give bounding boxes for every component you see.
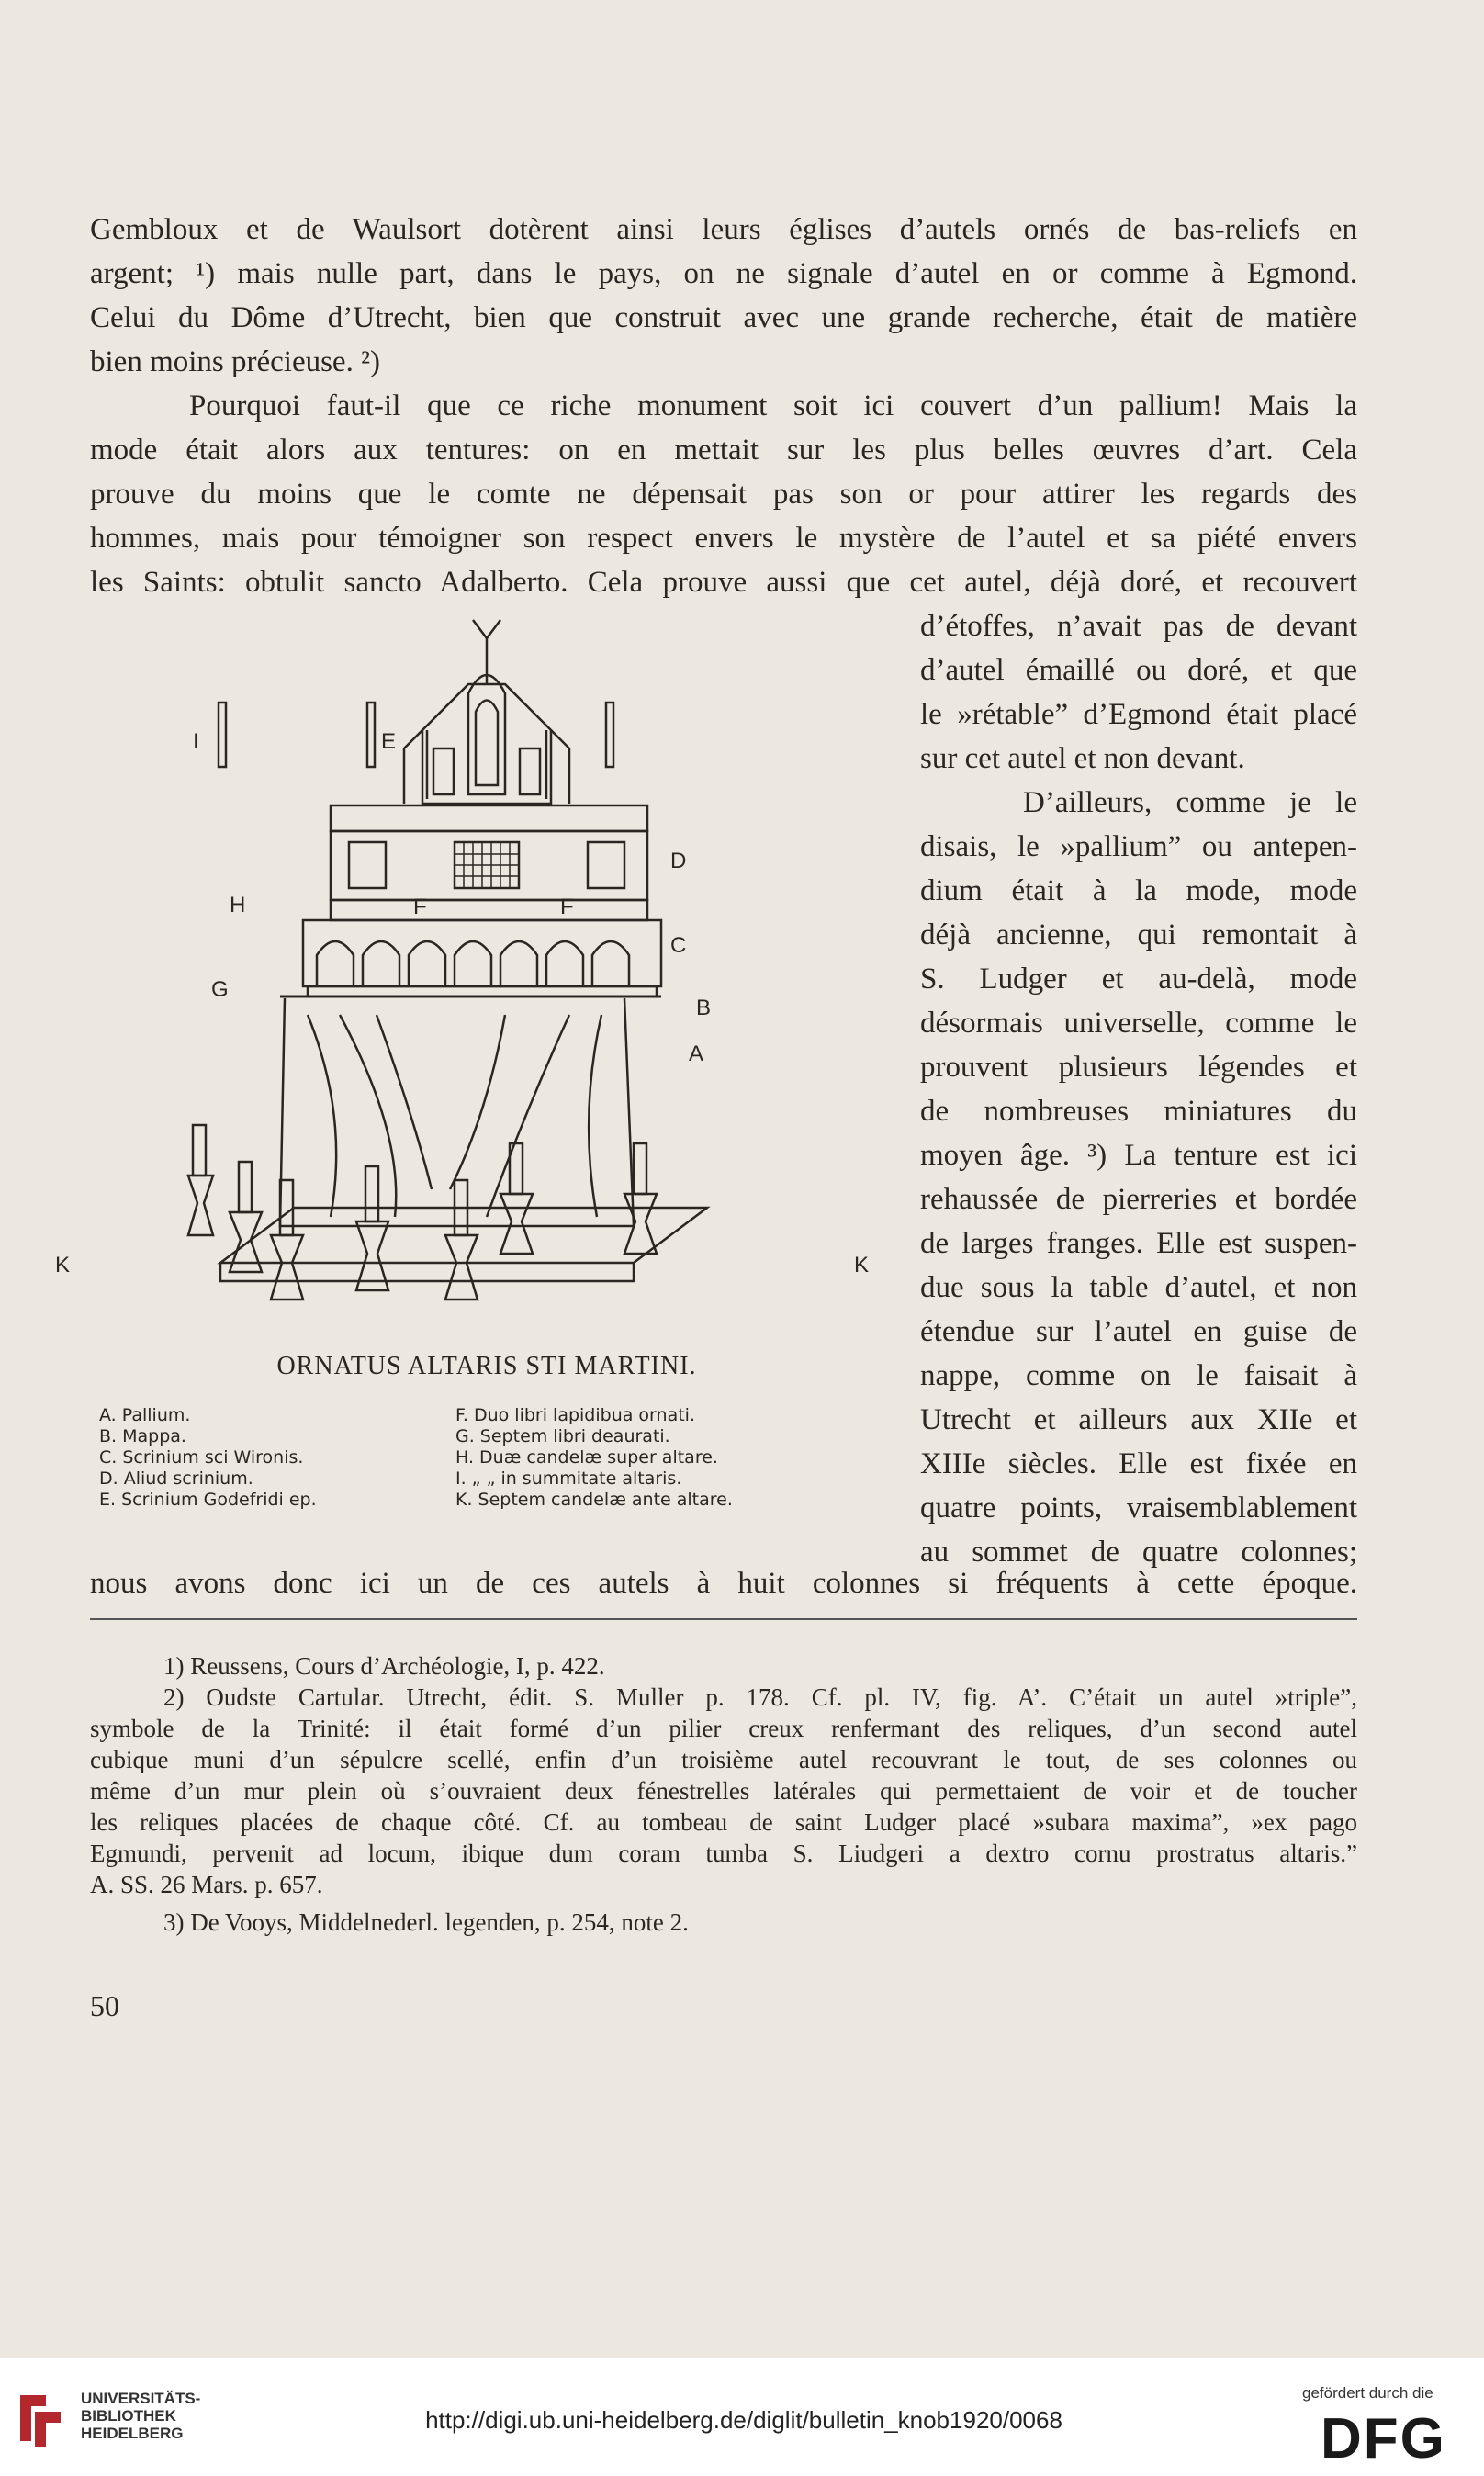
footnote-line: les reliques placées de chaque côté. Cf. au tombeau de saint Ludger placé »subara maxima”, »ex pago [90, 1808, 1357, 1836]
footnote-line: A. SS. 26 Mars. p. 657. [90, 1871, 323, 1898]
footnote-line: 2) Oudste Cartular. Utrecht, édit. S. Muller p. 178. Cf. pl. IV, fig. A’. C’était un autel »triple”, [163, 1683, 1357, 1711]
figure-label: C [670, 933, 687, 958]
page-number: 50 [90, 1989, 119, 2022]
body-line: rehaussée de pierreries et bordée [920, 1183, 1357, 1216]
legend-item: D. Aliud scrinium. [99, 1469, 253, 1489]
footnote-line: symbole de la Trinité: il était formé d’un pilier creux renfermant des reliques, d’un second autel [90, 1715, 1357, 1742]
footnote-line: Egmundi, pervenit ad locum, ibique dum coram tumba S. Liudgeri a dextro cornu prostratus altaris.” [90, 1840, 1357, 1867]
footnote-line: 1) Reussens, Cours d’Archéologie, I, p. 422. [163, 1652, 605, 1680]
body-line: Celui du Dôme d’Utrecht, bien que construit avec une grande recherche, était de matière [90, 301, 1357, 334]
library-logo-icon[interactable] [13, 2386, 68, 2450]
footnote-line: même d’un mur plein où s’ouvraient deux fénestrelles latérales qui permettaient de voir et de toucher [90, 1777, 1357, 1805]
figure-label: G [211, 977, 229, 1002]
body-line: d’étoffes, n’avait pas de devant [920, 610, 1357, 643]
body-line: de larges franges. Elle est suspen- [920, 1227, 1357, 1260]
funding-label: gefördert durch die [1302, 2384, 1433, 2402]
body-line: mode était alors aux tentures: on en mettait sur les plus belles œuvres d’art. Cela [90, 433, 1357, 467]
body-line: étendue sur l’autel en guise de [920, 1315, 1357, 1348]
library-name[interactable]: UNIVERSITÄTS- BIBLIOTHEK HEIDELBERG [81, 2390, 201, 2442]
body-line: nappe, comme on le faisait à [920, 1359, 1357, 1392]
permalink-url[interactable]: http://digi.ub.uni-heidelberg.de/diglit/bulletin_knob1920/0068 [425, 2406, 1062, 2434]
figure-legend-right [455, 1405, 733, 1511]
body-line: hommes, mais pour témoigner son respect envers le mystère de l’autel et sa piété envers [90, 522, 1357, 555]
figure-label: E [381, 729, 397, 754]
body-line: dium était à la mode, mode [920, 874, 1357, 907]
body-line: désormais universelle, comme le [920, 1007, 1357, 1040]
body-line: Gembloux et de Waulsort dotèrent ainsi leurs églises d’autels ornés de bas-reliefs en [90, 213, 1357, 246]
figure-legend-left [99, 1405, 317, 1511]
body-line: argent; ¹) mais nulle part, dans le pays, on ne signale d’autel en or comme à Egmond. [90, 257, 1357, 290]
figure-label: D [670, 849, 687, 873]
legend-item: C. Scrinium sci Wironis. [99, 1447, 304, 1468]
body-line: bien moins précieuse. ²) [90, 345, 380, 378]
body-line: de nombreuses miniatures du [920, 1095, 1357, 1128]
legend-item: I. „ „ in summitate altaris. [455, 1469, 682, 1489]
legend-item: A. Pallium. [99, 1405, 191, 1425]
body-line: nous avons donc ici un de ces autels à huit colonnes si fréquents à cette époque. [90, 1567, 1357, 1600]
legend-item: F. Duo libri lapidibua ornati. [455, 1405, 695, 1425]
figure-label: F [560, 895, 574, 919]
body-line: le »rétable” d’Egmond était placé [920, 698, 1357, 731]
footnote-line: cubique muni d’un sépulcre scellé, enfin d’un troisième autel recouvrant le tout, de ses colonnes ou [90, 1746, 1357, 1773]
body-line: prouve du moins que le comte ne dépensait pas son or pour attirer les regards des [90, 478, 1357, 511]
dfg-logo[interactable]: DFG [1321, 2407, 1446, 2470]
legend-item: B. Mappa. [99, 1426, 186, 1446]
body-line: d’autel émaillé ou doré, et que [920, 654, 1357, 687]
body-line: S. Ludger et au-delà, mode [920, 962, 1357, 996]
footnote-rule [90, 1618, 1357, 1620]
legend-item: E. Scrinium Godefridi ep. [99, 1490, 317, 1510]
body-line: sur cet autel et non devant. [920, 742, 1245, 775]
body-line: quatre points, vraisemblablement [920, 1491, 1357, 1525]
legend-item: K. Septem candelæ ante altare. [455, 1490, 733, 1510]
figure-label: H [230, 893, 246, 917]
body-line: les Saints: obtulit sancto Adalberto. Cela prouve aussi que cet autel, déjà doré, et recouvert [90, 566, 1357, 599]
figure-label: B [696, 996, 712, 1020]
body-line: déjà ancienne, qui remontait à [920, 918, 1357, 951]
footnote-line: 3) De Vooys, Middelnederl. legenden, p. 254, note 2. [163, 1908, 689, 1936]
body-line: prouvent plusieurs légendes et [920, 1051, 1357, 1084]
body-line: D’ailleurs, comme je le [1023, 786, 1357, 819]
figure-label: F [413, 895, 427, 919]
figure-label: I [193, 729, 199, 754]
figure-label: A [689, 1041, 704, 1066]
body-line: XIIIe siècles. Elle est fixée en [920, 1447, 1357, 1480]
altar-illustration [55, 602, 909, 1327]
body-line: Pourquoi faut-il que ce riche monument soit ici couvert d’un pallium! Mais la [189, 389, 1357, 422]
figure-label: K [55, 1253, 71, 1277]
body-line: Utrecht et ailleurs aux XIIe et [920, 1403, 1357, 1436]
viewer-footer [0, 2358, 1484, 2476]
body-line: due sous la table d’autel, et non [920, 1271, 1357, 1304]
legend-item: H. Duæ candelæ super altare. [455, 1447, 718, 1468]
figure-caption: ORNATUS ALTARIS STI MARTINI. [276, 1352, 697, 1380]
legend-item: G. Septem libri deaurati. [455, 1426, 670, 1446]
body-line: au sommet de quatre colonnes; [920, 1536, 1357, 1569]
body-line: disais, le »pallium” ou antepen- [920, 830, 1357, 863]
body-line: moyen âge. ³) La tenture est ici [920, 1139, 1357, 1172]
figure-label: K [854, 1253, 870, 1277]
